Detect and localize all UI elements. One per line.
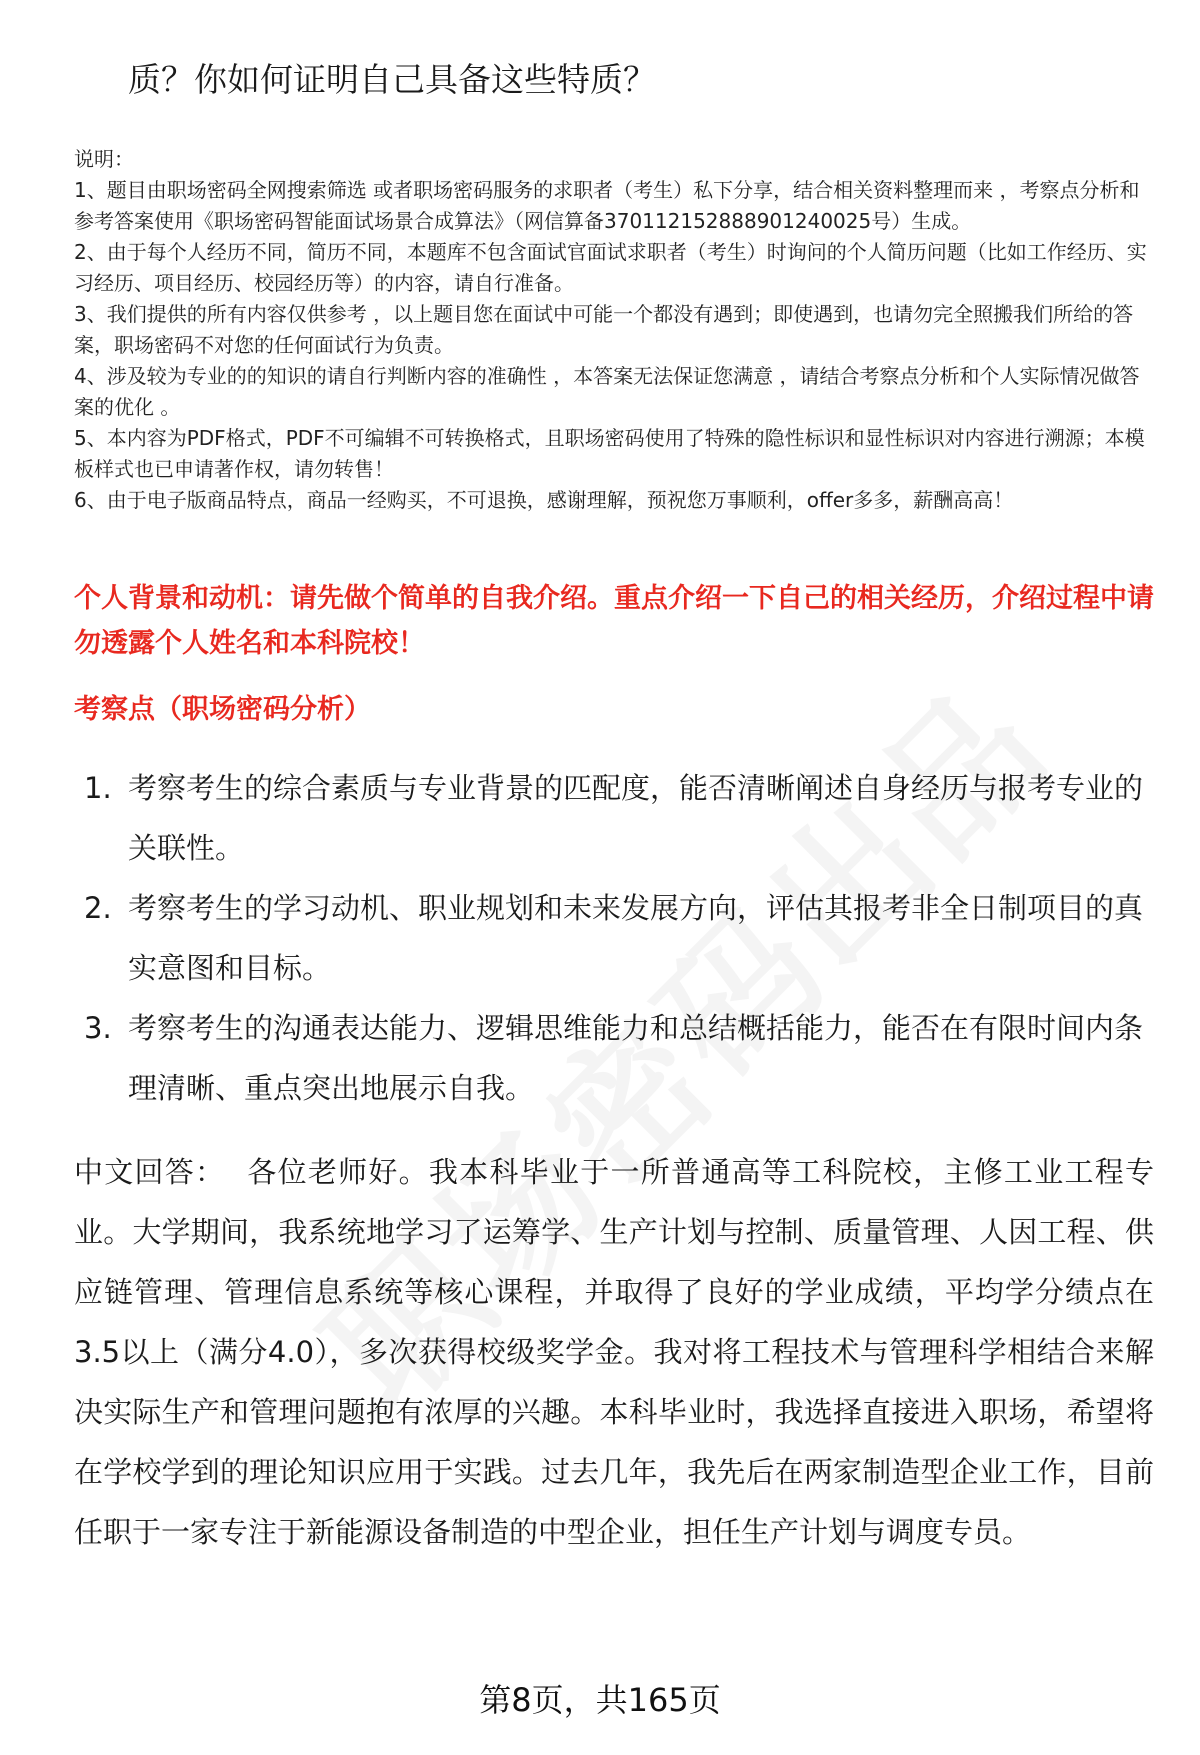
page-footer: 第8页，共165页 [479, 1681, 721, 1719]
note-item: 2、由于每个人经历不同，简历不同，本题库不包含面试官面试求职者（考生）时询问的个人简历问题（比如工作经历、实习经历、项目经历、校园经历等）的内容，请自行准备。 [74, 240, 1147, 295]
point-number: 3. [84, 1011, 112, 1045]
point-text: 考察考生的综合素质与专业背景的匹配度，能否清晰阐述自身经历与报考专业的关联性。 [128, 771, 1144, 865]
note-item: 3、我们提供的所有内容仅供参考 ，以上题目您在面试中可能一个都没有遇到；即使遇到，也请勿完全照搬我们所给的答案，职场密码不对您的任何面试行为负责。 [74, 302, 1134, 357]
point-text: 考察考生的沟通表达能力、逻辑思维能力和总结概括能力，能否在有限时间内条理清晰、重点突出地展示自我。 [128, 1011, 1144, 1105]
analysis-points-list [74, 758, 1154, 1118]
analysis-point [74, 998, 1154, 1118]
question-title: 个人背景和动机：请先做个简单的自我介绍。重点介绍一下自己的相关经历，介绍过程中请勿透露个人姓名和本科院校！ [74, 583, 1154, 659]
note-item: 1、题目由职场密码全网搜索筛选 或者职场密码服务的求职者（考生）私下分享，结合相关资料整理而来 ，考察点分析和参考答案使用《职场密码智能面试场景合成算法》（网信算备370112152888901240025号）生成。 [74, 178, 1140, 233]
answer-section [74, 1142, 1154, 1562]
analysis-heading: 考察点（职场密码分析） [74, 694, 371, 725]
analysis-point [74, 878, 1154, 998]
analysis-point [74, 758, 1154, 878]
note-item: 6、由于电子版商品特点，商品一经购买，不可退换，感谢理解，预祝您万事顺利，offer多多，薪酬高高！ [74, 488, 1014, 512]
notes-section [74, 144, 1154, 516]
note-item: 5、本内容为PDF格式，PDF不可编辑不可转换格式，且职场密码使用了特殊的隐性标识和显性标识对内容进行溯源；本模板样式也已申请著作权，请勿转售！ [74, 426, 1145, 481]
answer-text: 各位老师好。我本科毕业于一所普通高等工科院校，主修工业工程专业。大学期间，我系统地学习了运筹学、生产计划与控制、质量管理、人因工程、供应链管理、管理信息系统等核心课程，并取得了良好的学业成绩，平均学分绩点在3.5以上（满分4.0），多次获得校级奖学金。我对将工程技术与管理科学相结合来解决实际生产和管理问题抱有浓厚的兴趣。本科毕业时，我选择直接进入职场，希望将在学校学到的理论知识应用于实践。过去几年，我先后在两家制造型企业工作，目前任职于一家专注于新能源设备制造的中型企业，担任生产计划与调度专员。 [74, 1155, 1154, 1549]
point-number: 2. [84, 891, 112, 925]
note-item: 4、涉及较为专业的的知识的请自行判断内容的准确性 ，本答案无法保证您满意 ，请结合考察点分析和个人实际情况做答案的优化 。 [74, 364, 1140, 419]
point-text: 考察考生的学习动机、职业规划和未来发展方向，评估其报考非全日制项目的真实意图和目标。 [128, 891, 1144, 985]
answer-label: 中文回答： [74, 1155, 226, 1189]
point-number: 1. [84, 771, 112, 805]
notes-heading: 说明： [74, 147, 134, 171]
intro-question: 质？你如何证明自己具备这些特质？ [128, 60, 656, 99]
